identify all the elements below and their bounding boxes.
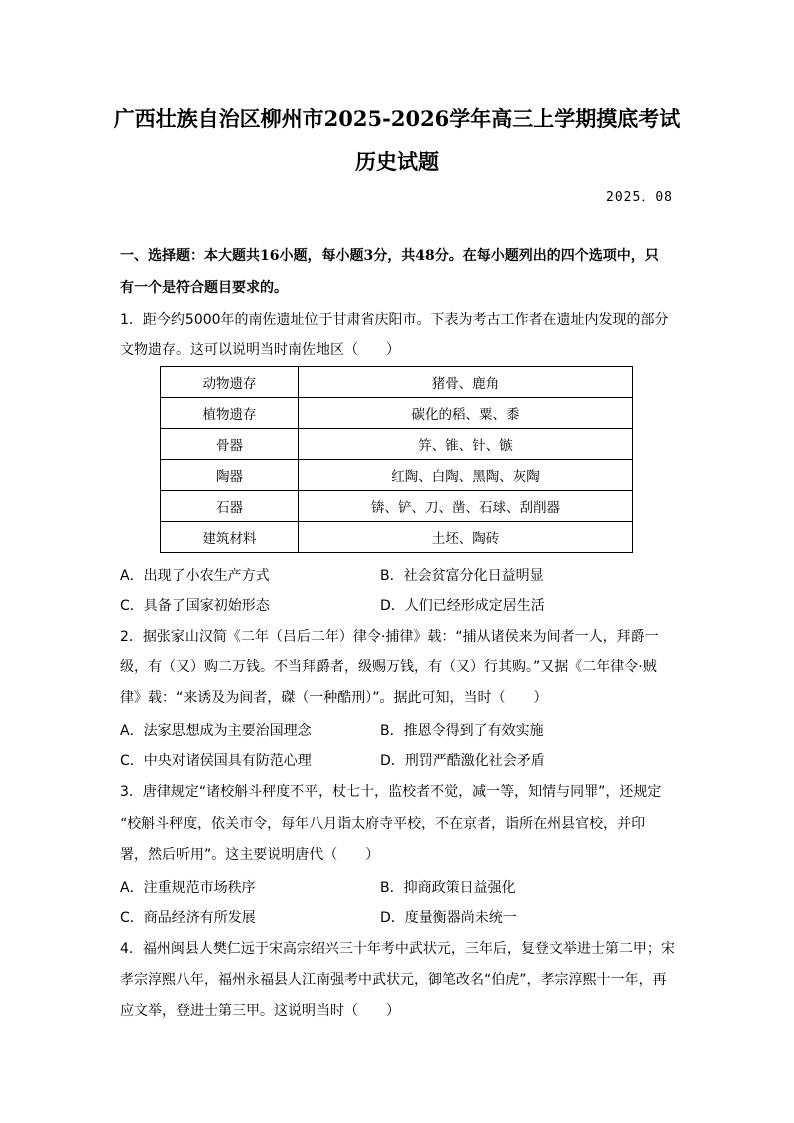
q1-option-d: D．人们已经形成定居生活 (380, 598, 545, 614)
q1-stem-line1: 1．距今约5000年的南佐遗址位于甘肃省庆阳市。下表为考古工作者在遗址内发现的部分 (120, 312, 669, 328)
q2-option-c: C．中央对诸侯国具有防范心理 (120, 753, 312, 769)
table-cell-items: 土坯、陶砖 (299, 522, 633, 553)
section-instructions-line2: 有一个是符合题目要求的。 (120, 280, 288, 296)
table-cell-items: 碳化的稻、粟、黍 (299, 398, 633, 429)
table-cell-items: 猪骨、鹿角 (299, 367, 633, 398)
table-cell-type: 石器 (161, 491, 299, 522)
exam-subtitle: 历史试题 (355, 149, 439, 174)
table-cell-items: 锛、铲、刀、凿、石球、刮削器 (299, 491, 633, 522)
q2-option-d: D．刑罚严酷激化社会矛盾 (380, 753, 545, 769)
table-cell-items: 笄、锥、针、镞 (299, 429, 633, 460)
q2-option-a: A．法家思想成为主要治国理念 (120, 723, 312, 739)
exam-title: 广西壮族自治区柳州市2025-2026学年高三上学期摸底考试 (113, 106, 681, 131)
q1-option-c: C．具备了国家初始形态 (120, 598, 270, 614)
table-cell-type: 建筑材料 (161, 522, 299, 553)
table-row (161, 429, 633, 460)
q3-option-b: B．抑商政策日益强化 (380, 880, 516, 896)
q4-stem-line2: 孝宗淳熙八年，福州永福县人江南强考中武状元，御笔改名“伯虎”，孝宗淳熙十一年，再 (120, 972, 667, 988)
q2-stem-line1: 2．据张家山汉简《二年（吕后二年）律令·捕律》载：“捕从诸侯来为间者一人，拜爵一 (120, 629, 659, 645)
q1-option-b: B．社会贫富分化日益明显 (380, 568, 544, 584)
table-cell-type: 骨器 (161, 429, 299, 460)
q1-stem-line2: 文物遗存。这可以说明当时南佐地区（ ） (120, 342, 400, 358)
table-row (161, 491, 633, 522)
q1-option-a: A．出现了小农生产方式 (120, 568, 270, 584)
q4-stem-line3: 应文举，登进士第三甲。这说明当时（ ） (120, 1003, 400, 1019)
q4-stem-line1: 4．福州闽县人樊仁远于宋高宗绍兴三十年考中武状元，三年后，复登文举进士第二甲；宋 (120, 941, 675, 957)
relics-table (160, 366, 633, 553)
q3-option-d: D．度量衡器尚未统一 (380, 910, 517, 926)
section-instructions-line1: 一、选择题：本大题共16小题，每小题3分，共48分。在每小题列出的四个选项中，只 (120, 248, 659, 264)
table-row (161, 367, 633, 398)
table-cell-items: 红陶、白陶、黑陶、灰陶 (299, 460, 633, 491)
exam-date: 2025．08 (606, 190, 673, 205)
q2-stem-line2: 级，有（又）购二万钱。不当拜爵者，级赐万钱，有（又）行其购。”又据《二年律令·贼 (120, 659, 657, 675)
q2-stem-line3: 律》载：“来诱及为间者，磔（一种酷刑）”。据此可知，当时（ ） (120, 690, 548, 706)
q3-stem-line1: 3．唐律规定“诸校斛斗秤度不平，杖七十，监校者不觉，减一等，知情与同罪”，还规定 (120, 784, 662, 800)
q2-option-b: B．推恩令得到了有效实施 (380, 723, 544, 739)
q3-option-c: C．商品经济有所发展 (120, 910, 256, 926)
q3-stem-line3: 署，然后听用”。这主要说明唐代（ ） (120, 847, 380, 863)
table-row (161, 398, 633, 429)
table-cell-type: 陶器 (161, 460, 299, 491)
table-cell-type: 动物遗存 (161, 367, 299, 398)
table-row (161, 522, 633, 553)
q3-stem-line2: “校斛斗秤度，依关市令，每年八月诣太府寺平校，不在京者，诣所在州县官校，并印 (120, 816, 646, 832)
table-row (161, 460, 633, 491)
table-cell-type: 植物遗存 (161, 398, 299, 429)
q3-option-a: A．注重规范市场秩序 (120, 880, 256, 896)
